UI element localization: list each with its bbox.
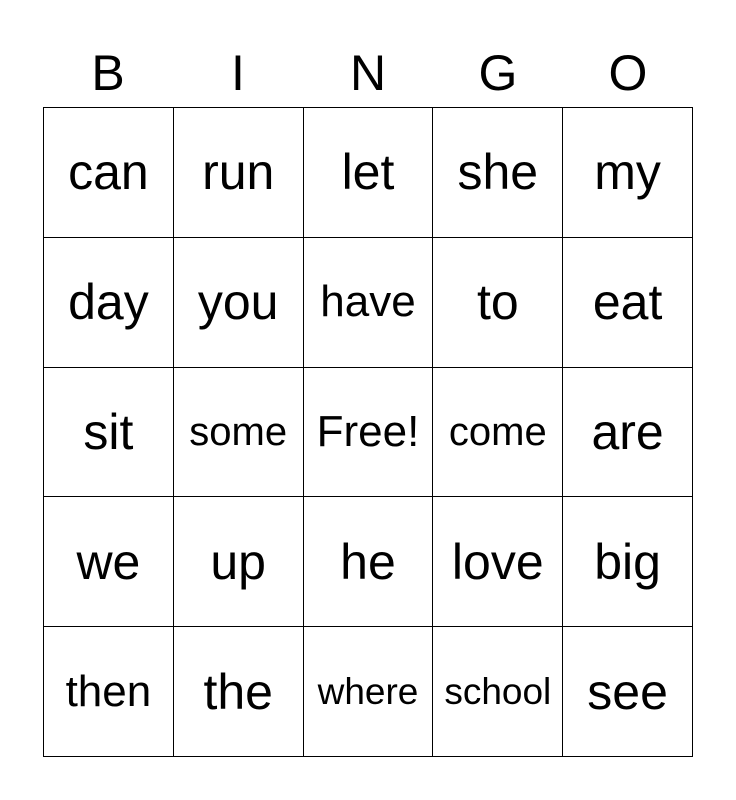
bingo-cell-r1-c4[interactable]: eat	[563, 238, 693, 368]
bingo-cell-r3-c0[interactable]: we	[44, 497, 174, 627]
bingo-cell-r2-c0[interactable]: sit	[44, 368, 174, 498]
bingo-cell-r3-c3[interactable]: love	[433, 497, 563, 627]
bingo-cell-r0-c2[interactable]: let	[304, 108, 434, 238]
bingo-cell-r0-c0[interactable]: can	[44, 108, 174, 238]
bingo-cell-r3-c1[interactable]: up	[174, 497, 304, 627]
bingo-cell-r3-c4[interactable]: big	[563, 497, 693, 627]
bingo-cell-r4-c4[interactable]: see	[563, 627, 693, 757]
header-letter-o: O	[608, 45, 648, 101]
header-letter-b: B	[91, 45, 125, 101]
header-letter-g: G	[478, 45, 518, 101]
bingo-cell-r4-c2[interactable]: where	[304, 627, 434, 757]
bingo-cell-r4-c1[interactable]: the	[174, 627, 304, 757]
header-letter-i: I	[231, 45, 245, 101]
bingo-cell-r4-c3[interactable]: school	[433, 627, 563, 757]
header-letter-n: N	[349, 45, 387, 101]
bingo-cell-r4-c0[interactable]: then	[44, 627, 174, 757]
bingo-free-space[interactable]: Free!	[304, 368, 434, 498]
bingo-cell-r1-c0[interactable]: day	[44, 238, 174, 368]
bingo-cell-r0-c1[interactable]: run	[174, 108, 304, 238]
bingo-cell-r3-c2[interactable]: he	[304, 497, 434, 627]
bingo-cell-r0-c3[interactable]: she	[433, 108, 563, 238]
bingo-cell-r2-c4[interactable]: are	[563, 368, 693, 498]
bingo-cell-r2-c3[interactable]: come	[433, 368, 563, 498]
bingo-cell-r1-c1[interactable]: you	[174, 238, 304, 368]
bingo-header	[43, 40, 693, 106]
bingo-cell-r0-c4[interactable]: my	[563, 108, 693, 238]
bingo-grid	[43, 107, 693, 757]
bingo-cell-r2-c1[interactable]: some	[174, 368, 304, 498]
bingo-cell-r1-c2[interactable]: have	[304, 238, 434, 368]
bingo-cell-r1-c3[interactable]: to	[433, 238, 563, 368]
